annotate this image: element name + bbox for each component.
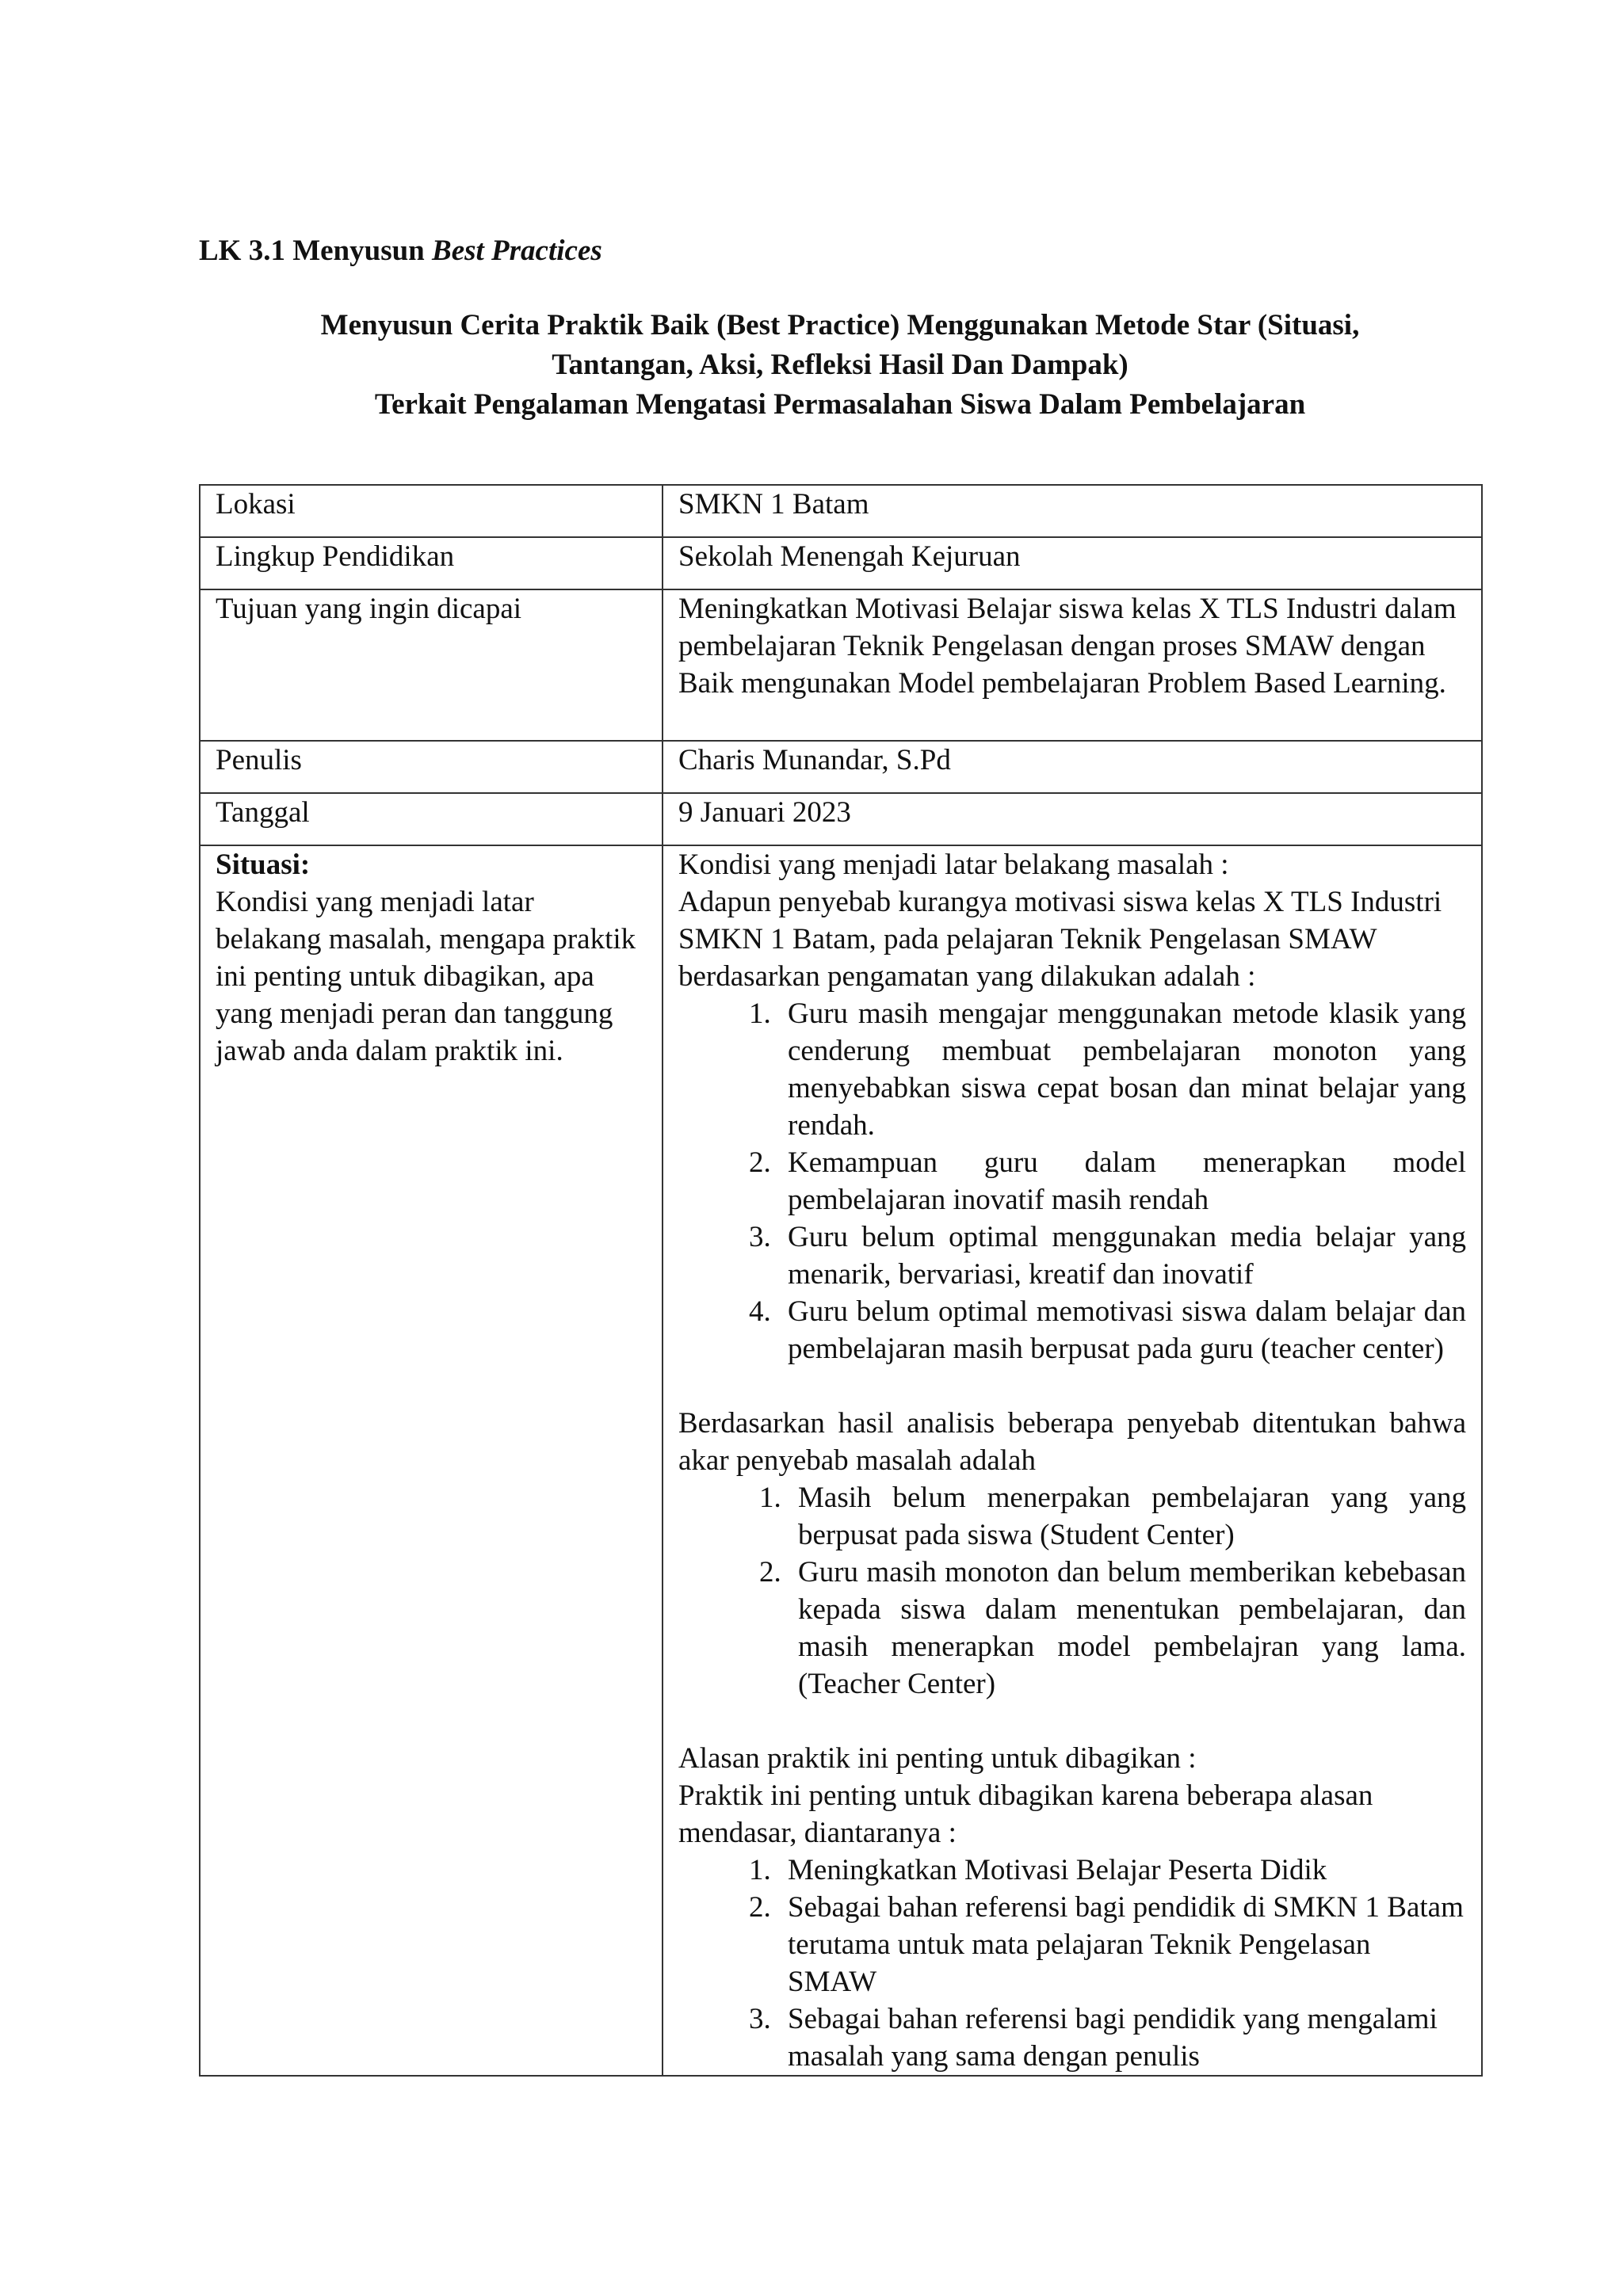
document-title — [199, 306, 1481, 425]
kondisi-intro: Adapun penyebab kurangya motivasi siswa kelas X TLS Industri SMKN 1 Batam, pada pelajaran Teknik Pengelasan SMAW berdasarkan pengamatan yang dilakukan adalah : — [678, 886, 1442, 993]
situasi-label: Situasi: — [216, 849, 311, 881]
list-item: 2. Sebagai bahan referensi bagi pendidik di SMKN 1 Batam terutama untuk mata pelajaran Teknik Pengelasan SMAW — [778, 1889, 1466, 2000]
worksheet-heading — [199, 231, 602, 271]
analisis-intro: Berdasarkan hasil analisis beberapa penyebab ditentukan bahwa akar penyebab masalah adalah — [678, 1407, 1466, 1477]
list-item: 1. Meningkatkan Motivasi Belajar Peserta Didik — [778, 1852, 1466, 1889]
list-item: 1. Masih belum menerpakan pembelajaran yang yang berpusat pada siswa (Student Center) — [789, 1479, 1466, 1554]
tujuan-value: Meningkatkan Motivasi Belajar siswa kelas X TLS Industri dalam pembelajaran Teknik Pengelasan dengan proses SMAW dengan Baik mengunakan Model pembelajaran Problem Based Learning. — [663, 589, 1482, 742]
situasi-description: Kondisi yang menjadi latar belakang masalah, mengapa praktik ini penting untuk dibagikan, apa yang menjadi peran dan tanggung jawab anda dalam praktik ini. — [216, 886, 636, 1067]
table-row-lokasi — [200, 485, 1482, 537]
list-item: 2. Guru masih monoton dan belum memberikan kebebasan kepada siswa dalam menentukan pembelajaran, dan masih menerapkan model pembelajran yang lama.(Teacher Center) — [789, 1554, 1466, 1703]
tanggal-label: Tanggal — [200, 793, 663, 845]
title-line-1: Menyusun Cerita Praktik Baik (Best Practice) Menggunakan Metode Star (Situasi, — [320, 309, 1360, 341]
penulis-label: Penulis — [200, 741, 663, 793]
lokasi-value: SMKN 1 Batam — [663, 485, 1482, 537]
list-item: 3. Guru belum optimal menggunakan media belajar yang menarik, bervariasi, kreatif dan inovatif — [778, 1219, 1466, 1293]
worksheet-heading-prefix: LK 3.1 Menyusun — [199, 235, 433, 267]
tanggal-value: 9 Januari 2023 — [663, 793, 1482, 845]
alasan-list — [678, 1852, 1466, 2075]
alasan-intro: Praktik ini penting untuk dibagikan karena beberapa alasan mendasar, diantaranya : — [678, 1779, 1373, 1849]
situasi-content-cell — [663, 845, 1482, 2076]
lingkup-value: Sekolah Menengah Kejuruan — [663, 537, 1482, 589]
table-row-penulis — [200, 741, 1482, 793]
list-item: 1. Guru masih mengajar menggunakan metode klasik yang cenderung membuat pembelajaran monoton yang menyebabkan siswa cepat bosan dan minat belajar yang rendah. — [778, 995, 1466, 1144]
kondisi-list — [678, 995, 1466, 1367]
list-item: 4. Guru belum optimal memotivasi siswa dalam belajar dan pembelajaran masih berpusat pada guru (teacher center) — [778, 1293, 1466, 1367]
kondisi-heading: Kondisi yang menjadi latar belakang masalah : — [678, 849, 1229, 881]
table-row-situasi — [200, 845, 1482, 2076]
analisis-list — [678, 1479, 1466, 1703]
table-row-lingkup — [200, 537, 1482, 589]
title-line-2: Tantangan, Aksi, Refleksi Hasil Dan Dampak) — [552, 349, 1128, 381]
alasan-heading: Alasan praktik ini penting untuk dibagikan : — [678, 1742, 1197, 1775]
table-row-tanggal — [200, 793, 1482, 845]
tujuan-label: Tujuan yang ingin dicapai — [200, 589, 663, 742]
worksheet-heading-italic: Best Practices — [432, 235, 602, 267]
best-practice-table — [199, 484, 1483, 2077]
penulis-value: Charis Munandar, S.Pd — [663, 741, 1482, 793]
lingkup-label: Lingkup Pendidikan — [200, 537, 663, 589]
lokasi-label: Lokasi — [200, 485, 663, 537]
list-item: 3. Sebagai bahan referensi bagi pendidik yang mengalami masalah yang sama dengan penulis — [778, 2000, 1466, 2075]
situasi-label-cell — [200, 845, 663, 2076]
list-item: 2. Kemampuan guru dalam menerapkan model pembelajaran inovatif masih rendah — [778, 1144, 1466, 1219]
title-line-3: Terkait Pengalaman Mengatasi Permasalahan Siswa Dalam Pembelajaran — [374, 388, 1306, 421]
table-row-tujuan — [200, 589, 1482, 742]
